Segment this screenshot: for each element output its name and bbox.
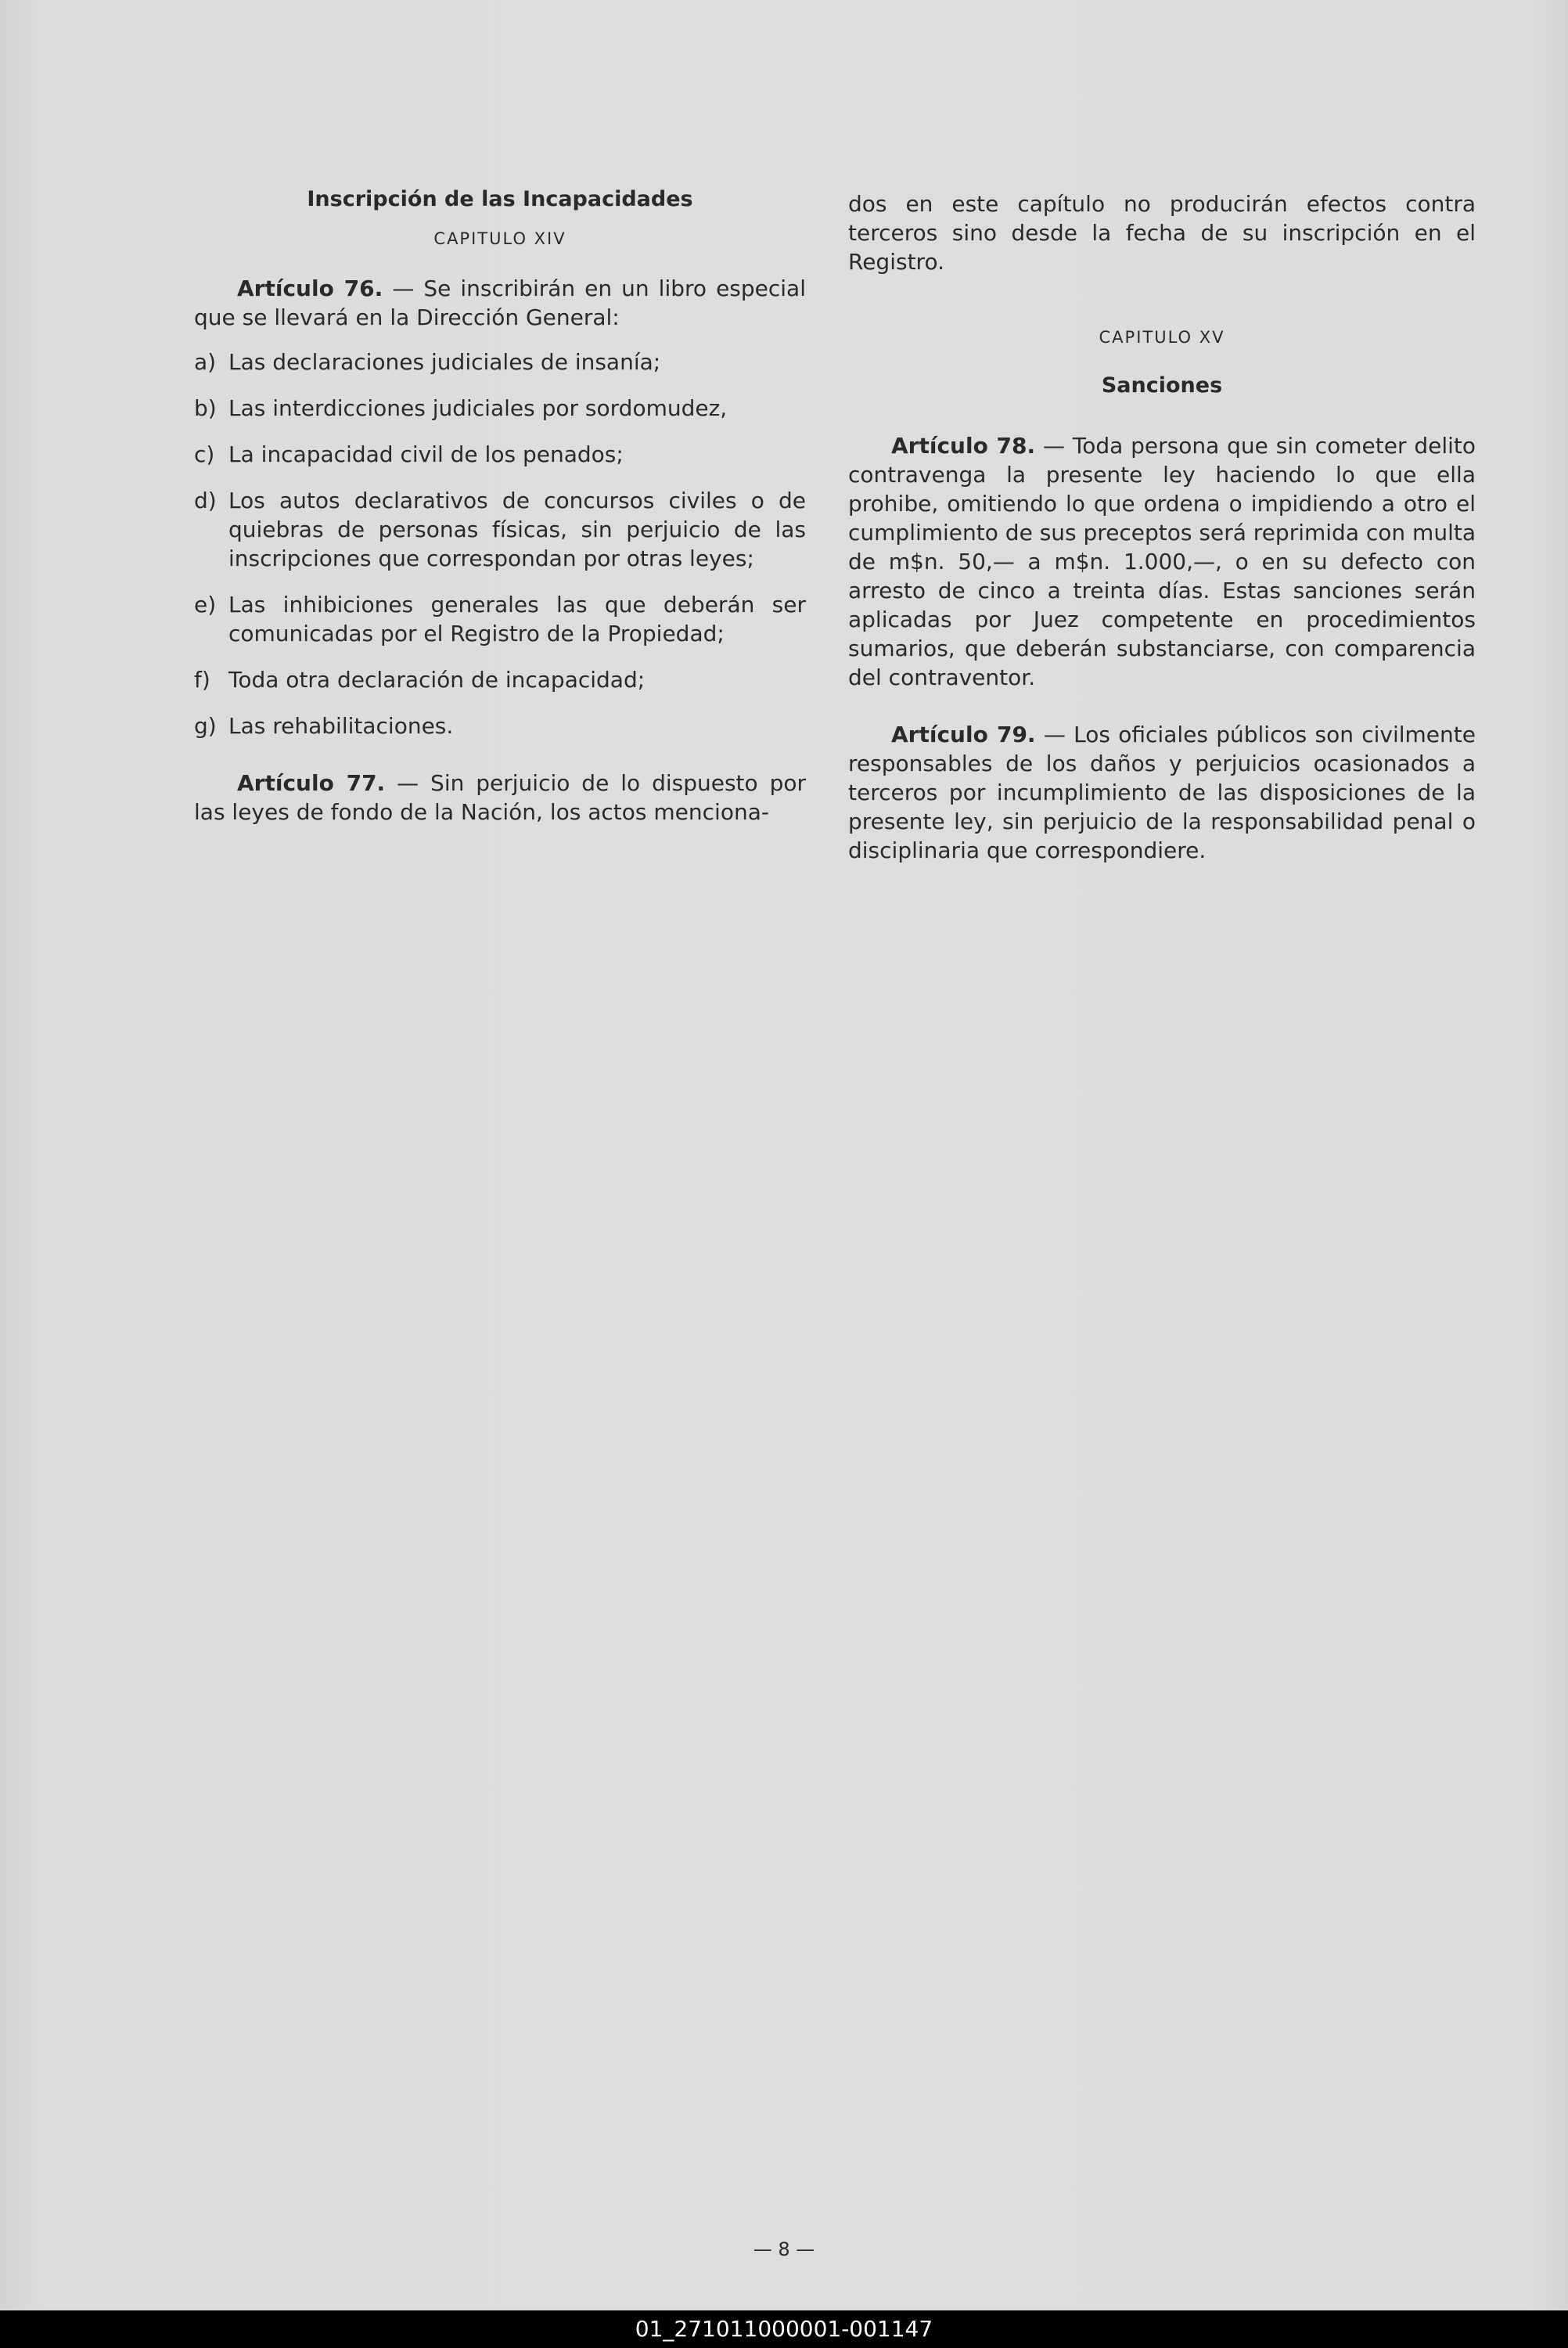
chapter-xiv-heading: CAPITULO XIV bbox=[433, 229, 566, 248]
list-item-letter: g) bbox=[194, 713, 217, 739]
page-number: — 8 — bbox=[753, 2238, 815, 2260]
article-77-label: Artículo 77. bbox=[237, 770, 386, 796]
left-column bbox=[194, 185, 806, 826]
list-item-letter: d) bbox=[194, 488, 217, 513]
list-item-letter: f) bbox=[194, 667, 210, 693]
article-78-label: Artículo 78. bbox=[891, 433, 1036, 459]
list-item bbox=[194, 394, 806, 423]
list-item bbox=[194, 486, 806, 573]
article-76-label: Artículo 76. bbox=[237, 275, 383, 301]
article-79-label: Artículo 79. bbox=[891, 722, 1036, 747]
list-item bbox=[194, 711, 806, 740]
article-78-paragraph bbox=[848, 431, 1476, 692]
list-item-text: La incapacidad civil de los penados; bbox=[228, 441, 624, 467]
section-title-incapacidades: Inscripción de las Incapacidades bbox=[307, 187, 693, 211]
article-76-text: — Se inscribirán en un libro especial que se llevará en la Dirección General: bbox=[194, 275, 806, 330]
chapter-xv-heading: CAPITULO XV bbox=[1099, 328, 1225, 347]
list-item-letter: e) bbox=[194, 592, 217, 618]
article-78-text: — Toda persona que sin cometer delito contravenga la presente ley haciendo lo que ella prohibe, omitiendo lo que ordena o impidiendo a otro el cumplimiento de sus preceptos será reprimida con multa de m$n. 50,— a m$n. 1.000,—, o en su defecto con arresto de cinco a treinta días. Estas sanciones serán aplicadas por Juez competente en procedimientos sumarios, que deberán substanciarse, con comparencia del contraventor. bbox=[848, 433, 1476, 690]
section-title-sanciones: Sanciones bbox=[1101, 373, 1223, 398]
list-item-text: Las interdicciones judiciales por sordomudez, bbox=[228, 395, 728, 421]
list-item-text: Las inhibiciones generales las que deberán ser comunicadas por el Registro de la Propiedad; bbox=[228, 592, 806, 646]
article-79-text: — Los oficiales públicos son civilmente responsables de los daños y perjuicios ocasionados a terceros por incumplimiento de las disposiciones de la presente ley, sin perjuicio de la responsabilidad penal o disciplinaria que correspondiere. bbox=[848, 722, 1476, 863]
list-item-text: Las declaraciones judiciales de insanía; bbox=[228, 349, 661, 375]
article-77-paragraph bbox=[194, 769, 806, 826]
list-item-letter: c) bbox=[194, 441, 215, 467]
article-79-paragraph bbox=[848, 720, 1476, 865]
list-item bbox=[194, 665, 806, 694]
list-item bbox=[194, 440, 806, 469]
list-item-letter: a) bbox=[194, 349, 217, 375]
article-76-intro bbox=[194, 274, 806, 332]
right-column bbox=[848, 189, 1476, 865]
article-77-continuation: dos en este capítulo no producirán efectos contra terceros sino desde la fecha de su inscripción en el Registro. bbox=[848, 191, 1476, 275]
list-item-letter: b) bbox=[194, 395, 217, 421]
list-item bbox=[194, 590, 806, 648]
article-77-text: — Sin perjuicio de lo dispuesto por las leyes de fondo de la Nación, los actos menciona- bbox=[194, 770, 806, 825]
list-item-text: Toda otra declaración de incapacidad; bbox=[228, 667, 646, 693]
list-item bbox=[194, 348, 806, 376]
list-item-text: Las rehabilitaciones. bbox=[228, 713, 454, 739]
scan-id-footer: 01_271011000001-001147 bbox=[0, 2310, 1568, 2348]
list-item-text: Los autos declarativos de concursos civiles o de quiebras de personas físicas, sin perjuicio de las inscripciones que correspondan por otras leyes; bbox=[228, 488, 806, 571]
article-76-list bbox=[194, 348, 806, 740]
